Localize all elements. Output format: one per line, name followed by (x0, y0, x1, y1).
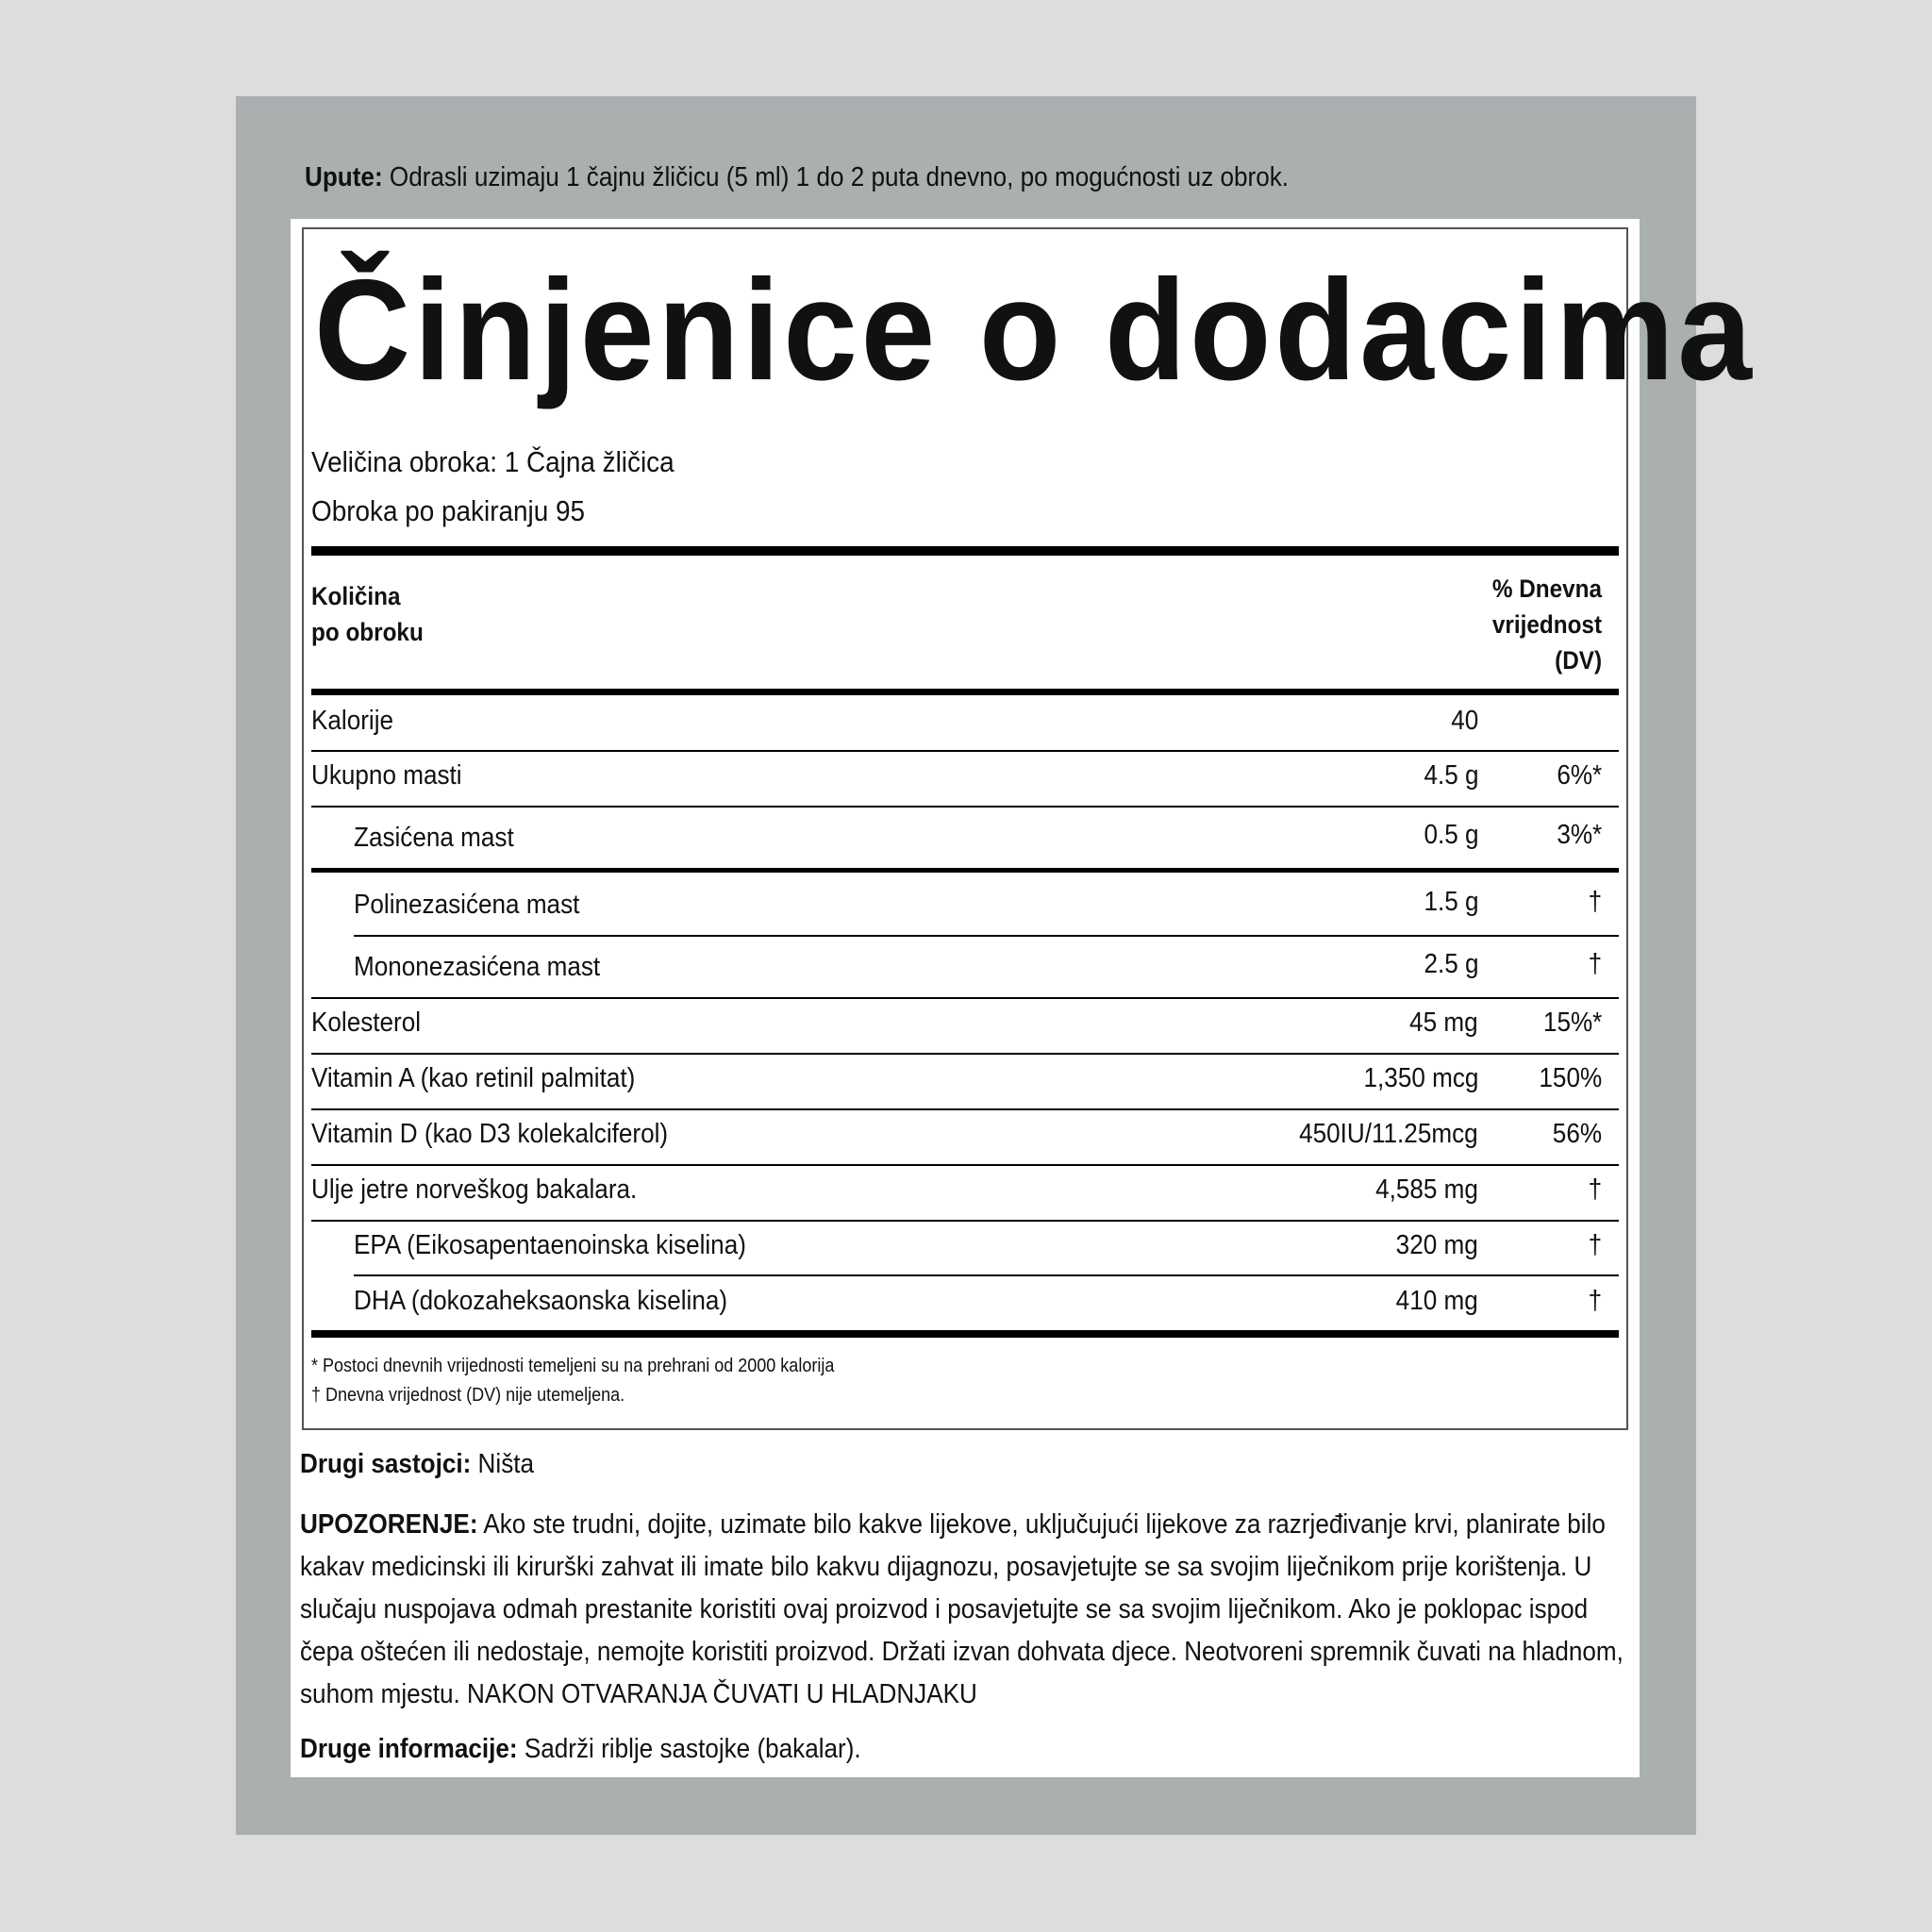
row-amount: 450IU/11.25mcg (1299, 1119, 1478, 1149)
row-dv: 15%* (1542, 1008, 1602, 1038)
footnote-star: * Postoci dnevnih vrijednosti temeljeni su na prehrani od 2000 kalorija (311, 1356, 835, 1376)
row-dv: † (1588, 949, 1602, 979)
row-amount: 1,350 mcg (1363, 1063, 1478, 1093)
thick-divider (311, 546, 1619, 556)
row-amount: 40 (1450, 706, 1478, 736)
row-amount: 0.5 g (1423, 820, 1478, 850)
row-amount: 45 mg (1409, 1008, 1478, 1038)
directions-label: Upute: (305, 162, 383, 192)
dv-header: % Dnevna vrijednost (DV) (1491, 575, 1602, 675)
warning-label: UPOZORENJE: (300, 1509, 478, 1540)
row-name: Mononezasićena mast (354, 952, 601, 982)
other-info (300, 1728, 1514, 1771)
row-divider (311, 806, 1619, 808)
row-name: Vitamin D (kao D3 kolekalciferol) (311, 1119, 669, 1149)
row-name: Zasićena mast (354, 823, 514, 853)
row-dv: 3%* (1557, 820, 1602, 850)
bottom-divider (311, 1330, 1619, 1338)
row-amount: 1.5 g (1423, 887, 1478, 917)
row-name: Kalorije (311, 706, 394, 736)
row-divider (311, 997, 1619, 999)
row-divider (311, 750, 1619, 752)
serving-size: Veličina obroka: 1 Čajna žličica (311, 445, 675, 478)
amount-header: Količina po obroku (311, 582, 424, 646)
warning: UPOZORENJE: Ako ste trudni, dojite, uzimate bilo kakve lijekove, uključujući lijekove za razrjeđivanje krvi, planirate bilo kakav medicinski ili kirurški zahvat ili imate bilo kakvu dijagnozu, posavjetujte se sa svojim liječnikom prije korištenja. U slučaju nuspojava odmah prestanite koristiti ovaj proizvod i posavjetujte se sa svojim liječnikom. Ako je poklopac ispod čepa oštećen ili nedostaje, nemojte koristiti proizvod. Držati izvan dohvata djece. Neotvoreni spremnik čuvati na hladnom, suhom mjestu. NAKON OTVARANJA ČUVATI U HLADNJAKU (300, 1509, 1624, 1709)
page-title: Činjenice o dodacima (314, 250, 1756, 410)
row-name: Ukupno masti (311, 760, 462, 791)
row-dv: 56% (1552, 1119, 1602, 1149)
row-divider (354, 935, 1619, 937)
other-ingredients-text: Ništa (471, 1449, 535, 1479)
row-amount: 4.5 g (1423, 760, 1478, 791)
row-divider (311, 1164, 1619, 1166)
row-name: Polinezasićena mast (354, 890, 580, 920)
header-divider (311, 689, 1619, 695)
row-amount: 4,585 mg (1375, 1174, 1478, 1205)
row-divider-thick (311, 868, 1619, 873)
directions (305, 160, 1289, 194)
row-name: Kolesterol (311, 1008, 422, 1038)
row-divider (311, 1220, 1619, 1222)
row-dv: † (1588, 1174, 1602, 1205)
servings-per-pack: Obroka po pakiranju 95 (311, 494, 586, 527)
row-dv: 150% (1539, 1063, 1602, 1093)
other-ingredients-label: Drugi sastojci: (300, 1449, 472, 1479)
row-name: EPA (Eikosapentaenoinska kiselina) (354, 1230, 746, 1260)
row-divider (311, 1053, 1619, 1055)
row-amount: 320 mg (1395, 1230, 1478, 1260)
row-name: DHA (dokozaheksaonska kiselina) (354, 1286, 728, 1316)
row-amount: 410 mg (1395, 1286, 1478, 1316)
row-dv: 6%* (1557, 760, 1602, 791)
row-amount: 2.5 g (1423, 949, 1478, 979)
row-divider (354, 1274, 1619, 1276)
row-dv: † (1588, 1286, 1602, 1316)
row-dv: † (1588, 887, 1602, 917)
other-info-label: Druge informacije: (300, 1734, 518, 1764)
row-dv: † (1588, 1230, 1602, 1260)
directions-text: Odrasli uzimaju 1 čajnu žličicu (5 ml) 1 do 2 puta dnevno, po mogućnosti uz obrok. (382, 162, 1290, 192)
row-name: Vitamin A (kao retinil palmitat) (311, 1063, 636, 1093)
footnote-dagger: † Dnevna vrijednost (DV) nije utemeljena. (311, 1385, 625, 1406)
other-ingredients (300, 1443, 1514, 1486)
row-divider (311, 1108, 1619, 1110)
row-name: Ulje jetre norveškog bakalara. (311, 1174, 638, 1205)
other-info-text: Sadrži riblje sastojke (bakalar). (517, 1734, 861, 1764)
